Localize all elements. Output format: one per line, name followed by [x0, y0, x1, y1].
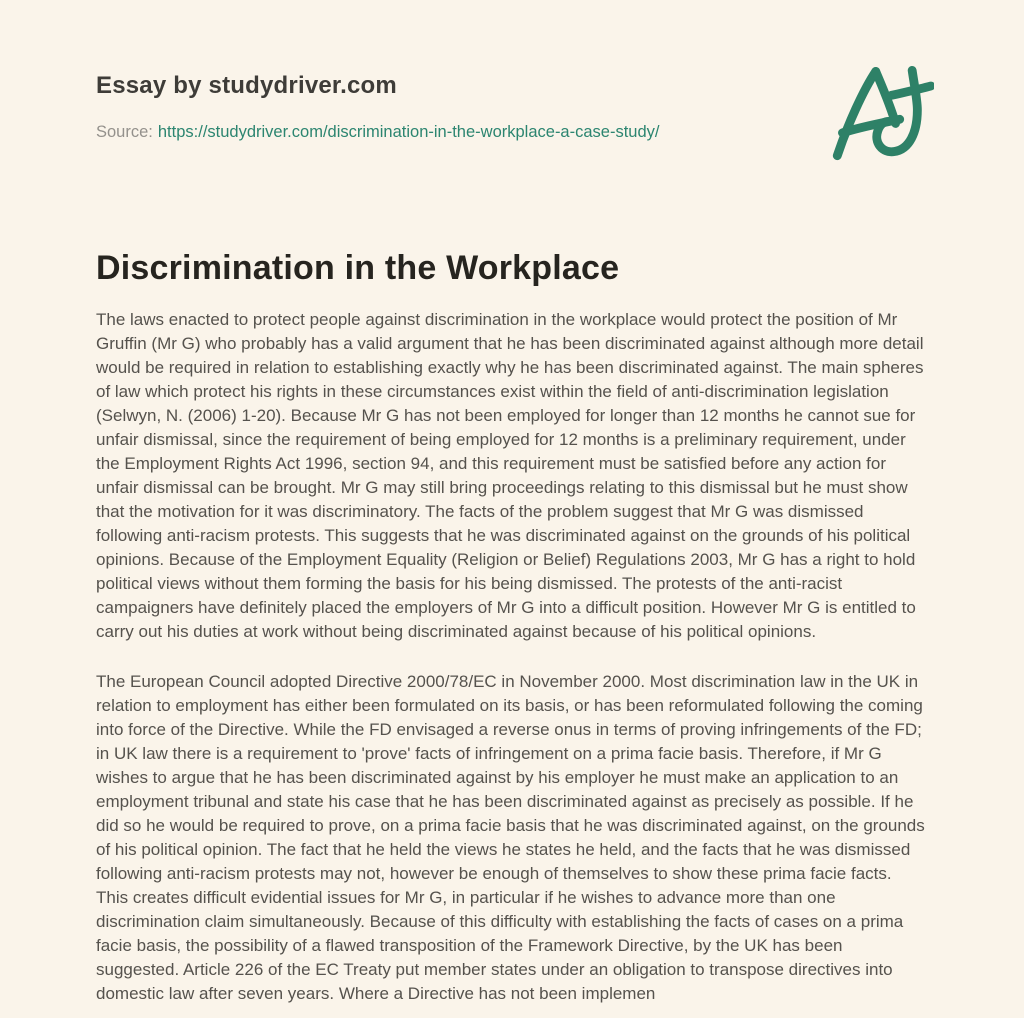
source-row	[96, 122, 928, 142]
byline: Essay by studydriver.com	[96, 72, 397, 99]
essay-title: Discrimination in the Workplace	[96, 249, 620, 287]
essay-paragraph-2: The European Council adopted Directive 2000/78/EC in November 2000. Most discrimination law in the UK in relation to employment has either been formulated on its basis, or has been reformulated following the coming into force of the Directive. While the FD envisaged a reverse onus in terms of proving infringements of the FD; in UK law there is a requirement to 'prove' facts of infringement on a prima facie basis. Therefore, if Mr G wishes to argue that he has been discriminated against by his employer he must make an application to an employment tribunal and state his case that he has been discriminated against as precisely as possible. If he did so he would be required to prove, on a prima facie basis that he was discriminated against, on the grounds of his political opinion. The fact that he held the views he states he held, and the facts that he was dismissed following anti-racism protests may not, however be enough of themselves to show these prima facie facts. This creates difficult evidential issues for Mr G, in particular if he wishes to advance more than one discrimination claim simultaneously. Because of this difficulty with establishing the facts of cases on a prima facie basis, the possibility of a flawed transposition of the Framework Directive, by the UK has been suggested. Article 226 of the EC Treaty put member states under an obligation to transpose directives into domestic law after seven years. Where a Directive has not been implemen	[96, 672, 925, 1003]
source-link[interactable]: https://studydriver.com/discrimination-in-the-workplace-a-case-study/	[157, 123, 660, 141]
a-plus-icon	[830, 62, 934, 162]
essay-article	[96, 248, 928, 1006]
studydriver-logo	[830, 62, 934, 162]
page-header	[96, 72, 928, 142]
source-label: Source:	[96, 123, 153, 141]
essay-paragraph-1: The laws enacted to protect people against discrimination in the workplace would protect the position of Mr Gruffin (Mr G) who probably has a valid argument that he has been discriminated against although more detail would be required in relation to establishing exactly why he has been discriminated against. The main spheres of law which protect his rights in these circumstances exist within the field of anti-discrimination legislation (Selwyn, N. (2006) 1-20). Because Mr G has not been employed for longer than 12 months he cannot sue for unfair dismissal, since the requirement of being employed for 12 months is a preliminary requirement, under the Employment Rights Act 1996, section 94, and this requirement must be satisfied before any action for unfair dismissal can be brought. Mr G may still bring proceedings relating to this dismissal but he must show that the motivation for it was discriminatory. The facts of the problem suggest that Mr G was dismissed following anti-racism protests. This suggests that he was discriminated against on the grounds of his political opinions. Because of the Employment Equality (Religion or Belief) Regulations 2003, Mr G has a right to hold political views without them forming the basis for his being dismissed. The protests of the anti-racist campaigners have definitely placed the employers of Mr G into a difficult position. However Mr G is entitled to carry out his duties at work without being discriminated against because of his political opinions.	[96, 310, 924, 641]
